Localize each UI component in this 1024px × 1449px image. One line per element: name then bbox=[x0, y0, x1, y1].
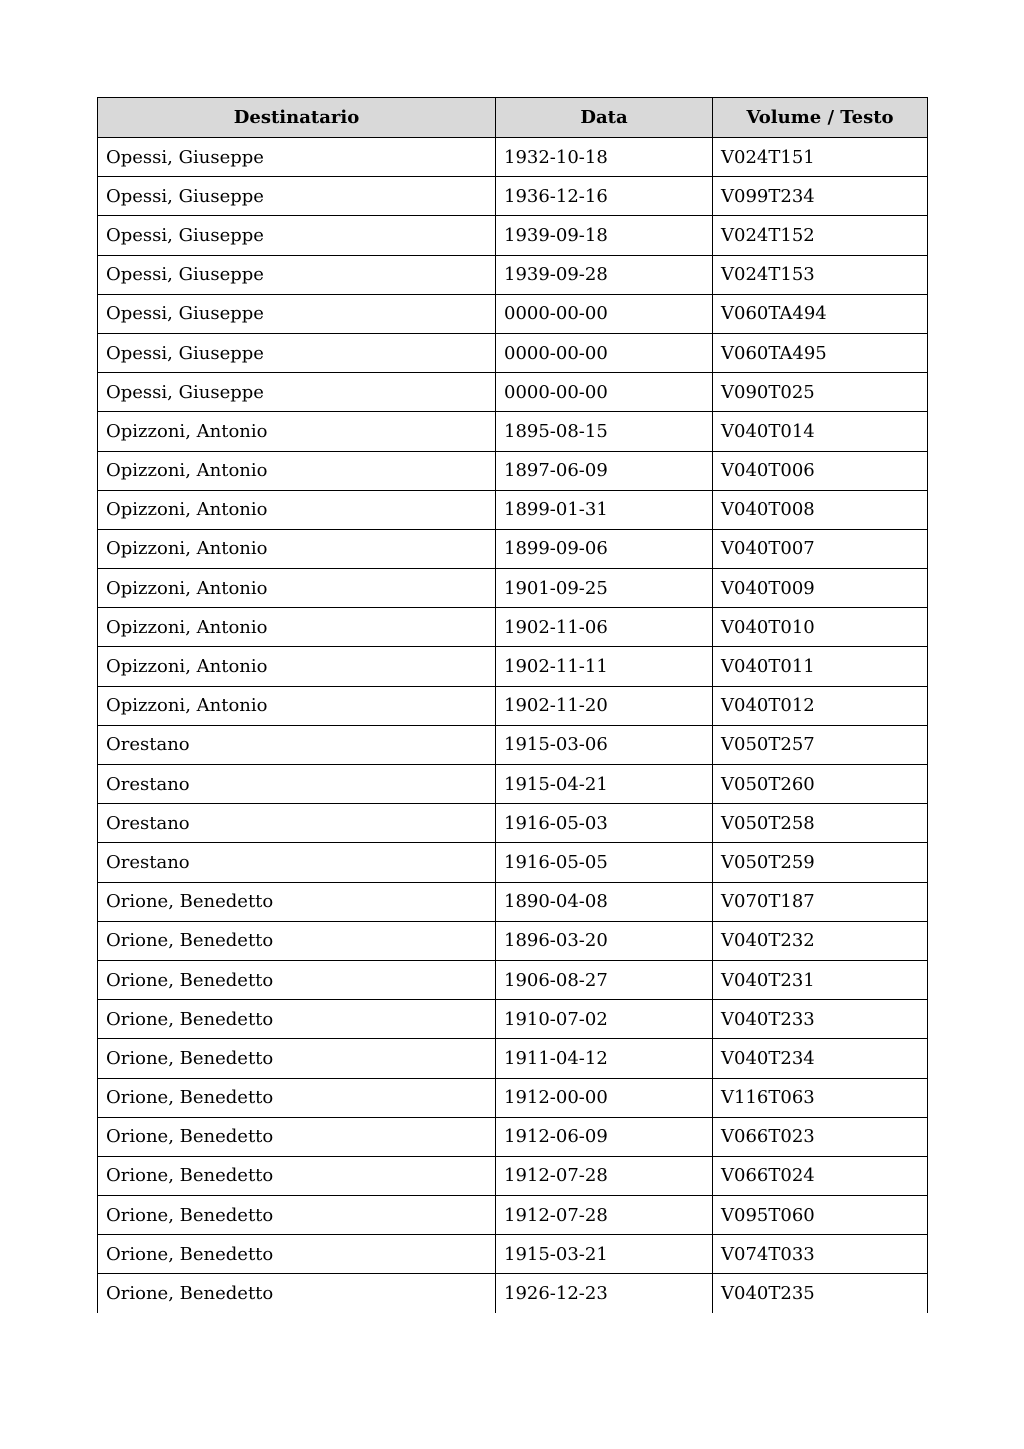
table-row bbox=[98, 1196, 928, 1235]
cell-data: 1902-11-20 bbox=[496, 686, 713, 725]
cell-destinatario: Orione, Benedetto bbox=[98, 960, 496, 999]
cell-data: 1926-12-23 bbox=[496, 1274, 713, 1313]
cell-destinatario: Opessi, Giuseppe bbox=[98, 255, 496, 294]
cell-data: 1897-06-09 bbox=[496, 451, 713, 490]
table-row bbox=[98, 138, 928, 177]
cell-data: 1916-05-05 bbox=[496, 843, 713, 882]
cell-destinatario: Opizzoni, Antonio bbox=[98, 569, 496, 608]
cell-destinatario: Orione, Benedetto bbox=[98, 1196, 496, 1235]
cell-destinatario: Opizzoni, Antonio bbox=[98, 686, 496, 725]
cell-volume-testo: V050T258 bbox=[713, 804, 928, 843]
cell-data: 1912-00-00 bbox=[496, 1078, 713, 1117]
cell-data: 1899-01-31 bbox=[496, 490, 713, 529]
cell-data: 1895-08-15 bbox=[496, 412, 713, 451]
cell-data: 1912-07-28 bbox=[496, 1196, 713, 1235]
table-row bbox=[98, 1078, 928, 1117]
cell-data: 1932-10-18 bbox=[496, 138, 713, 177]
cell-destinatario: Opessi, Giuseppe bbox=[98, 373, 496, 412]
cell-volume-testo: V040T232 bbox=[713, 921, 928, 960]
document-page bbox=[97, 97, 927, 1313]
cell-data: 1890-04-08 bbox=[496, 882, 713, 921]
table-row bbox=[98, 647, 928, 686]
cell-volume-testo: V040T010 bbox=[713, 608, 928, 647]
header-volume-testo: Volume / Testo bbox=[713, 98, 928, 138]
cell-data: 0000-00-00 bbox=[496, 294, 713, 333]
table-row bbox=[98, 177, 928, 216]
header-row bbox=[98, 98, 928, 138]
cell-volume-testo: V090T025 bbox=[713, 373, 928, 412]
cell-volume-testo: V040T014 bbox=[713, 412, 928, 451]
cell-volume-testo: V040T012 bbox=[713, 686, 928, 725]
cell-volume-testo: V060TA495 bbox=[713, 333, 928, 372]
cell-data: 1936-12-16 bbox=[496, 177, 713, 216]
cell-volume-testo: V040T235 bbox=[713, 1274, 928, 1313]
cell-destinatario: Opizzoni, Antonio bbox=[98, 490, 496, 529]
cell-data: 0000-00-00 bbox=[496, 333, 713, 372]
cell-destinatario: Opessi, Giuseppe bbox=[98, 294, 496, 333]
cell-destinatario: Orione, Benedetto bbox=[98, 1117, 496, 1156]
cell-destinatario: Opizzoni, Antonio bbox=[98, 451, 496, 490]
table-row bbox=[98, 216, 928, 255]
table-row bbox=[98, 843, 928, 882]
table-row bbox=[98, 686, 928, 725]
table-row bbox=[98, 1156, 928, 1195]
cell-data: 1902-11-06 bbox=[496, 608, 713, 647]
table-row bbox=[98, 255, 928, 294]
cell-data: 1902-11-11 bbox=[496, 647, 713, 686]
table-row bbox=[98, 921, 928, 960]
table-row bbox=[98, 451, 928, 490]
cell-volume-testo: V095T060 bbox=[713, 1196, 928, 1235]
table-row bbox=[98, 412, 928, 451]
cell-destinatario: Opessi, Giuseppe bbox=[98, 138, 496, 177]
table-row bbox=[98, 765, 928, 804]
cell-volume-testo: V040T231 bbox=[713, 960, 928, 999]
cell-data: 1916-05-03 bbox=[496, 804, 713, 843]
table-row bbox=[98, 529, 928, 568]
cell-destinatario: Orione, Benedetto bbox=[98, 1235, 496, 1274]
cell-volume-testo: V040T007 bbox=[713, 529, 928, 568]
cell-destinatario: Orione, Benedetto bbox=[98, 1000, 496, 1039]
cell-destinatario: Opizzoni, Antonio bbox=[98, 647, 496, 686]
cell-volume-testo: V024T153 bbox=[713, 255, 928, 294]
table-row bbox=[98, 569, 928, 608]
cell-volume-testo: V040T009 bbox=[713, 569, 928, 608]
cell-volume-testo: V040T006 bbox=[713, 451, 928, 490]
table-row bbox=[98, 725, 928, 764]
cell-volume-testo: V066T023 bbox=[713, 1117, 928, 1156]
cell-volume-testo: V099T234 bbox=[713, 177, 928, 216]
cell-data: 1912-07-28 bbox=[496, 1156, 713, 1195]
table-row bbox=[98, 1274, 928, 1313]
cell-volume-testo: V050T260 bbox=[713, 765, 928, 804]
cell-destinatario: Orione, Benedetto bbox=[98, 921, 496, 960]
cell-data: 1915-04-21 bbox=[496, 765, 713, 804]
cell-data: 1910-07-02 bbox=[496, 1000, 713, 1039]
table-row bbox=[98, 1000, 928, 1039]
table-row bbox=[98, 960, 928, 999]
cell-volume-testo: V066T024 bbox=[713, 1156, 928, 1195]
cell-destinatario: Opizzoni, Antonio bbox=[98, 608, 496, 647]
cell-destinatario: Orione, Benedetto bbox=[98, 1039, 496, 1078]
cell-volume-testo: V024T152 bbox=[713, 216, 928, 255]
table-header bbox=[98, 98, 928, 138]
cell-volume-testo: V070T187 bbox=[713, 882, 928, 921]
cell-destinatario: Orione, Benedetto bbox=[98, 882, 496, 921]
letters-table bbox=[97, 97, 928, 1313]
table-row bbox=[98, 333, 928, 372]
cell-data: 1915-03-21 bbox=[496, 1235, 713, 1274]
cell-volume-testo: V050T259 bbox=[713, 843, 928, 882]
table-row bbox=[98, 1039, 928, 1078]
cell-destinatario: Opizzoni, Antonio bbox=[98, 529, 496, 568]
cell-destinatario: Orestano bbox=[98, 804, 496, 843]
cell-data: 1901-09-25 bbox=[496, 569, 713, 608]
cell-destinatario: Orestano bbox=[98, 725, 496, 764]
cell-destinatario: Opessi, Giuseppe bbox=[98, 216, 496, 255]
table-row bbox=[98, 294, 928, 333]
cell-data: 1939-09-28 bbox=[496, 255, 713, 294]
cell-data: 1915-03-06 bbox=[496, 725, 713, 764]
cell-data: 1939-09-18 bbox=[496, 216, 713, 255]
cell-data: 0000-00-00 bbox=[496, 373, 713, 412]
cell-volume-testo: V040T233 bbox=[713, 1000, 928, 1039]
cell-destinatario: Orestano bbox=[98, 843, 496, 882]
cell-destinatario: Opessi, Giuseppe bbox=[98, 333, 496, 372]
cell-volume-testo: V074T033 bbox=[713, 1235, 928, 1274]
cell-data: 1899-09-06 bbox=[496, 529, 713, 568]
cell-volume-testo: V040T011 bbox=[713, 647, 928, 686]
table-body bbox=[98, 138, 928, 1313]
cell-destinatario: Orione, Benedetto bbox=[98, 1078, 496, 1117]
table-row bbox=[98, 608, 928, 647]
table-row bbox=[98, 1235, 928, 1274]
table-row bbox=[98, 1117, 928, 1156]
cell-data: 1912-06-09 bbox=[496, 1117, 713, 1156]
table-row bbox=[98, 882, 928, 921]
cell-destinatario: Orione, Benedetto bbox=[98, 1274, 496, 1313]
cell-volume-testo: V040T234 bbox=[713, 1039, 928, 1078]
table-row bbox=[98, 490, 928, 529]
cell-destinatario: Orestano bbox=[98, 765, 496, 804]
cell-volume-testo: V060TA494 bbox=[713, 294, 928, 333]
cell-destinatario: Opessi, Giuseppe bbox=[98, 177, 496, 216]
cell-volume-testo: V050T257 bbox=[713, 725, 928, 764]
cell-data: 1906-08-27 bbox=[496, 960, 713, 999]
cell-volume-testo: V040T008 bbox=[713, 490, 928, 529]
table-row bbox=[98, 804, 928, 843]
cell-volume-testo: V116T063 bbox=[713, 1078, 928, 1117]
cell-volume-testo: V024T151 bbox=[713, 138, 928, 177]
cell-destinatario: Orione, Benedetto bbox=[98, 1156, 496, 1195]
header-destinatario: Destinatario bbox=[98, 98, 496, 138]
header-data: Data bbox=[496, 98, 713, 138]
cell-destinatario: Opizzoni, Antonio bbox=[98, 412, 496, 451]
cell-data: 1896-03-20 bbox=[496, 921, 713, 960]
table-row bbox=[98, 373, 928, 412]
cell-data: 1911-04-12 bbox=[496, 1039, 713, 1078]
